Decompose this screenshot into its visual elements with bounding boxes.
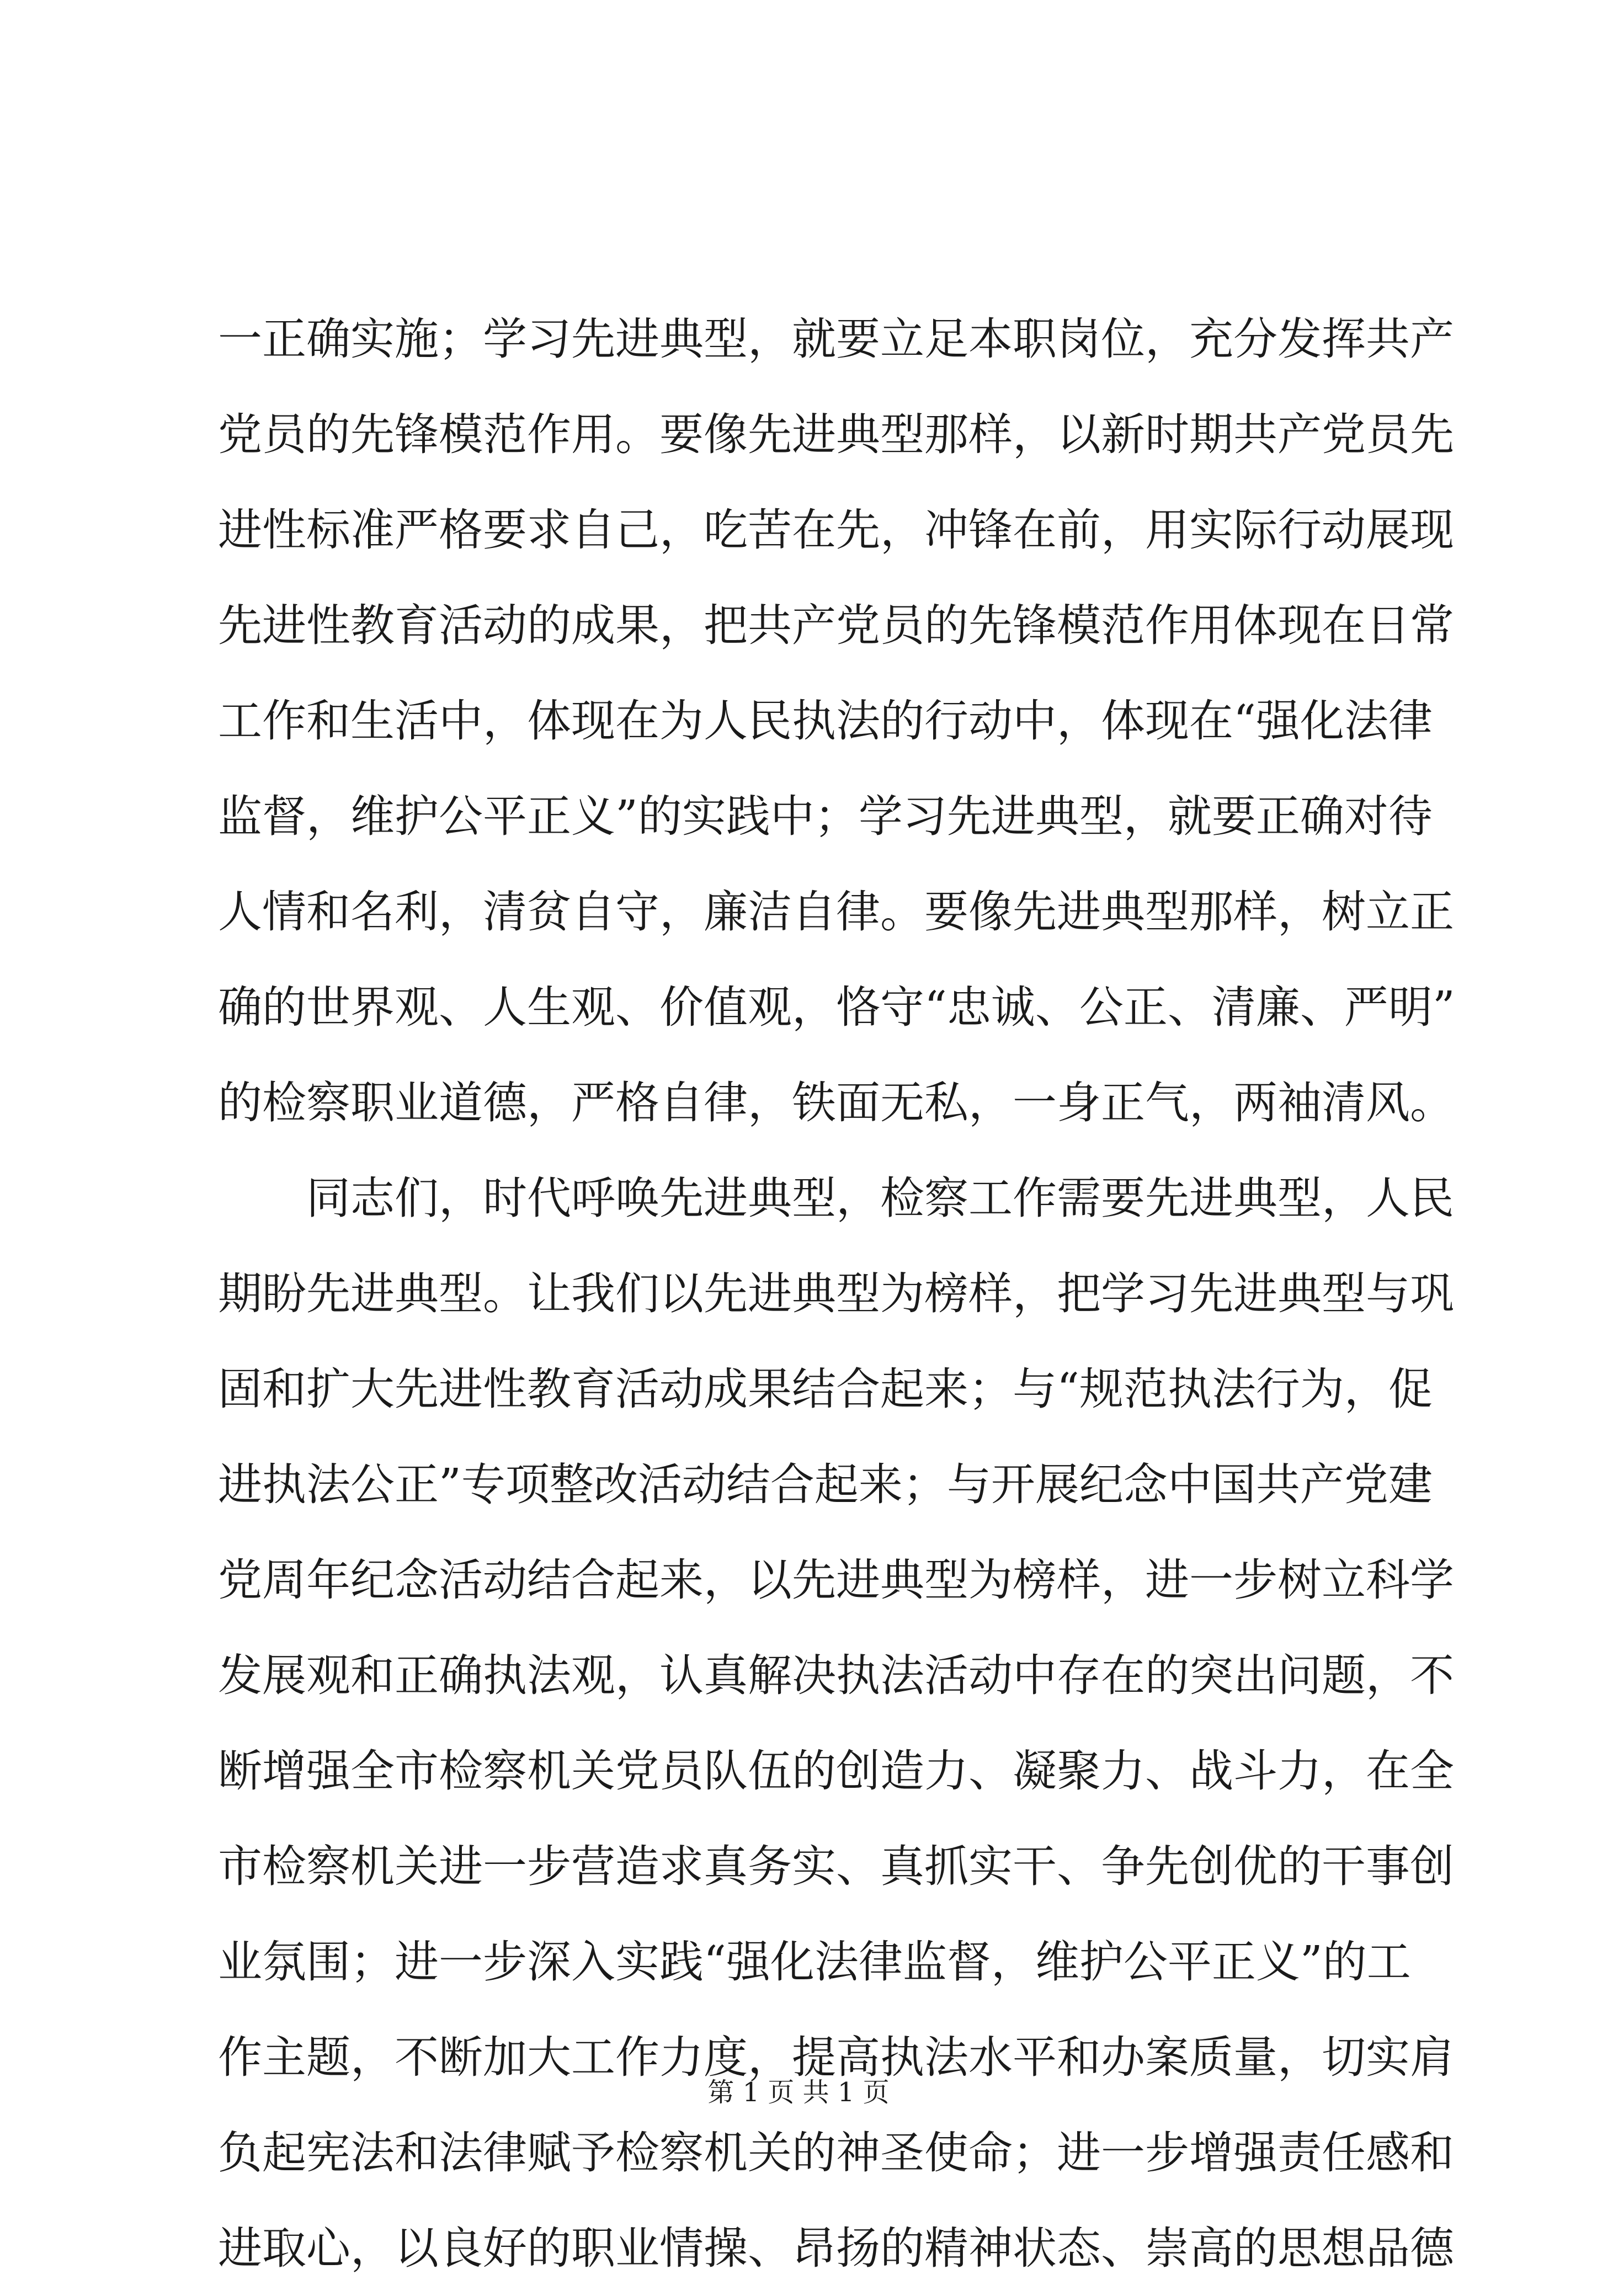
text-line: 负起宪法和法律赋予检察机关的神圣使命；进一步增强责任感和 bbox=[218, 2127, 1454, 2178]
text-line: 进性标准严格要求自己，吃苦在先，冲锋在前，用实际行动展现 bbox=[218, 504, 1454, 556]
text-line: 进取心，以良好的职业情操、昂扬的精神状态、崇高的思想品德 bbox=[218, 2223, 1454, 2274]
text-line: 进执法公正”专项整改活动结合起来；与开展纪念中国共产党建 bbox=[218, 1459, 1433, 1510]
text-line: 断增强全市检察机关党员队伍的创造力、凝聚力、战斗力，在全 bbox=[218, 1745, 1454, 1797]
paragraph-start-line: 同志们，时代呼唤先进典型，检察工作需要先进典型，人民 bbox=[306, 1173, 1454, 1224]
text-line: 党周年纪念活动结合起来，以先进典型为榜样，进一步树立科学 bbox=[218, 1554, 1454, 1606]
text-line: 固和扩大先进性教育活动成果结合起来；与“规范执法行为，促 bbox=[218, 1363, 1433, 1415]
text-line: 工作和生活中，体现在为人民执法的行动中，体现在“强化法律 bbox=[218, 695, 1433, 747]
text-line: 作主题，不断加大工作力度，提高执法水平和办案质量，切实肩 bbox=[218, 2032, 1454, 2083]
page-footer bbox=[0, 2076, 1597, 2109]
text-line: 的检察职业道德，严格自律，铁面无私，一身正气，两袖清风。 bbox=[218, 1077, 1454, 1128]
text-line: 一正确实施；学习先进典型，就要立足本职岗位，充分发挥共产 bbox=[218, 313, 1454, 365]
body-text bbox=[218, 291, 1455, 2296]
text-line: 监督，维护公平正义”的实践中；学习先进典型，就要正确对待 bbox=[218, 791, 1433, 842]
text-line: 业氛围；进一步深入实践“强化法律监督，维护公平正义”的工 bbox=[218, 1936, 1411, 1988]
page-number-label: 第 1 页 共 1 页 bbox=[707, 2077, 890, 2108]
text-line: 市检察机关进一步营造求真务实、真抓实干、争先创优的干事创 bbox=[218, 1841, 1454, 1892]
text-line: 先进性教育活动的成果，把共产党员的先锋模范作用体现在日常 bbox=[218, 600, 1454, 651]
text-line: 期盼先进典型。让我们以先进典型为榜样，把学习先进典型与巩 bbox=[218, 1268, 1454, 1319]
text-line: 确的世界观、人生观、价值观，恪守“忠诚、公正、清廉、严明” bbox=[218, 982, 1455, 1033]
text-line: 人情和名利，清贫自守，廉洁自律。要像先进典型那样，树立正 bbox=[218, 886, 1454, 937]
text-line: 发展观和正确执法观，认真解决执法活动中存在的突出问题，不 bbox=[218, 1650, 1454, 1701]
text-line: 党员的先锋模范作用。要像先进典型那样，以新时期共产党员先 bbox=[218, 409, 1454, 460]
